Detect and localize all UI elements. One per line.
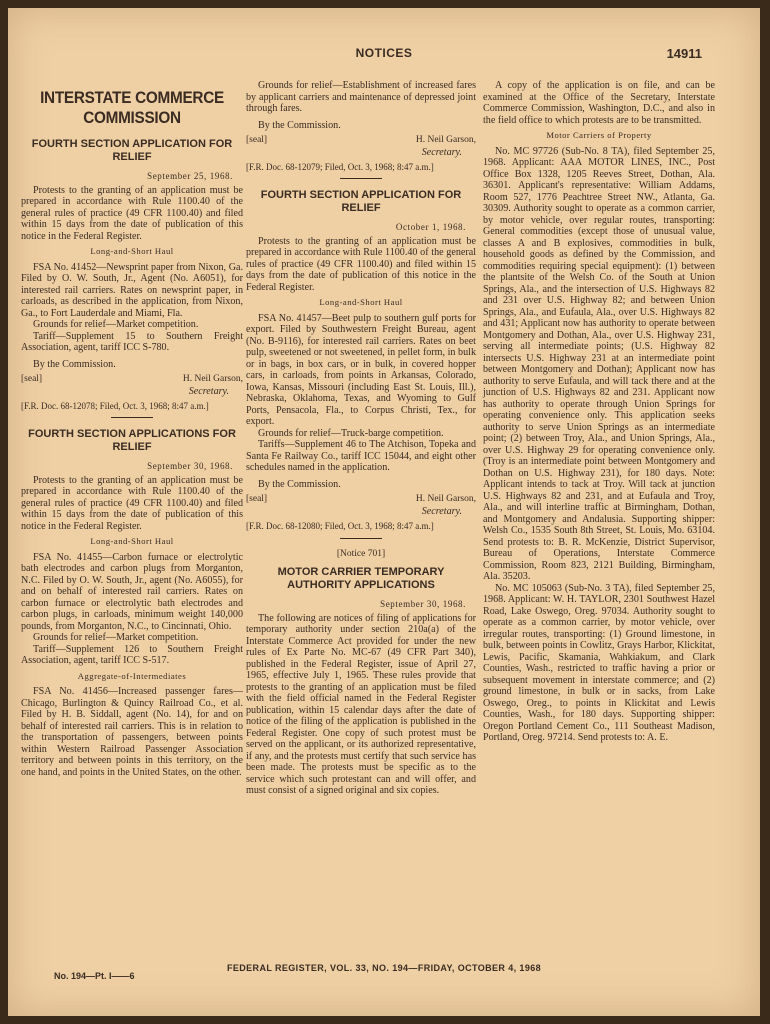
paragraph: FSA No. 41457—Beet pulp to southern gulf ports for export. Filed by Southwestern Freight Bureau, agent (No. B-9116), for interested rail carriers. Rates on beet pulp, sweetened or not sweetened, in pellet form, in bulk or in bags, in box cars, or in bulk, in covered hopper cars, in carloads, from points in Arkansas, Colorado, Iowa, Kansas, Missouri (including East St. Louis, Ill.), Nebraska, Oklahoma, Texas, and Wyoming to Gulf Ports, Pensacola, Fla., to Corpus Christi, Tex., for export. [246, 312, 476, 428]
divider [340, 538, 382, 539]
notice-date: September 30, 1968. [380, 599, 466, 610]
subheading: Aggregate-of-Intermediates [77, 670, 187, 681]
paragraph: Grounds for relief—Establishment of increased fares by applicant carriers and maintenance of depressed joint through fares. [246, 80, 476, 114]
paragraph: No. MC 97726 (Sub-No. 8 TA), filed September 25, 1968. Applicant: AAA MOTOR LINES, INC., Post Office Box 1328, 1205 Reeves Street, Dothan, Ala. 36301. Applicant's representative: William Addams, Room 527, 1776 Peachtree Street NW., Atlanta, Ga. 30309. Authority sought to operate as a common carrier, by motor vehicle, over regular routes, transporting: General commodities (except those of unusual value, classes A and B explosives, commodities in bulk, household goods as defined by the Commission, and commodities requiring special equipment): (1) between the plantsite of the Welsh Co. of the South at Union Springs, Ala., and the intersection of U.S. Highways 82 and 231 over U.S. Highway 82; and between Union Springs, Ala., and Eufaula, Ala., over U.S. Highways 82 and 431; Applicant now has authority to operate between Montgomery and Dothan, Ala., over U.S. Highway 231, serving all intermediate points; (U.S. Highway 82 intersects U.S. Highway 231 at an intermediate point between Montgomery and Dothan); Applicant now has authority to serve Eufaula, and will tack there and at the junction of U.S. Highways 82 and 231. Applicant now has authority to operate through Union Springs for operating convenience only. This application seeks authority to serve Union Springs as an intermediate point; (2) between Troy, Ala., and Union Springs, Ala., over U.S. Highway 29 for operating convenience only. (Troy is an intermediate point between Montgomery and Dothan on U.S. Highway 231), for 180 days. Note: Applicant intends to tack at Troy. Will tack at junction U.S. Highways 82 and 231, and at Eufaula and Troy, Ala., and will interline traffic at Birmingham, Dothan, and Montgomery and Andalusia. Supporting shipper: Welsh Co., 1535 South 8th Street, St. Louis, Mo. 63104. Send protests to: B. R. McKenzie, District Supervisor, Bureau of Operations, Interstate Commerce Commission, Room 823, 2121 Building, Birmingham, Ala. 35203. [483, 145, 715, 582]
seal-mark: [seal] [21, 374, 43, 384]
paragraph: Tariff—Supplement 126 to Southern Freight Association, agent, tariff ICC S-517. [21, 643, 243, 667]
paragraph: Grounds for relief—Market competition. [33, 632, 199, 644]
paragraph: Tariff—Supplement 15 to Southern Freight Association, agent, tariff ICC S-780. [21, 330, 243, 353]
paragraph: Tariffs—Supplement 46 to The Atchison, Topeka and Santa Fe Railway Co., tariff ICC 15044, and eight other schedules named in the application. [246, 439, 476, 474]
paragraph: FSA No. 41455—Carbon furnace or electrolytic bath electrodes and carbon plugs from Morganton, N.C. Filed by O. W. South, Jr., agent (No. A6055), for and on behalf of interested rail carriers. Rates on carbon furnace or electrolytic bath electrodes and carbon plugs, in carloads, minimum weight 140,000 pounds, from Morganton, N.C., to Cincinnati, Ohio. [21, 551, 243, 632]
page-number: 14911 [666, 46, 702, 61]
fr-doc-citation: [F.R. Doc. 68-12079; Filed, Oct. 3, 1968; 8:47 a.m.] [246, 162, 434, 172]
paragraph: Protests to the granting of an application must be prepared in accordance with Rule 1100.40 of the general rules of practice (49 CFR 1100.40) and filed within 15 days from the date of publication of this notice in the Federal Register. [21, 474, 243, 532]
signer-name: H. Neil Garson, [182, 374, 243, 384]
section-heading: FOURTH SECTION APPLICATION FOR RELIEF [260, 189, 462, 214]
seal-mark: [seal] [246, 494, 268, 505]
fr-doc-citation: [F.R. Doc. 68-12080; Filed, Oct. 3, 1968; 8:47 a.m.] [246, 521, 434, 532]
notice-date: September 30, 1968. [147, 461, 233, 472]
column-3 [483, 80, 715, 744]
signer-title: Secretary. [421, 505, 462, 517]
divider [111, 417, 153, 418]
paragraph: No. MC 105063 (Sub-No. 3 TA), filed September 25, 1968. Applicant: W. H. TAYLOR, 2301 Southwest Hazel Road, Lake Oswego, Oreg. 97034. Authority sought to operate as a common carrier, by motor vehicle, over irregular routes, transporting: (1) Ground limestone, in bulk, between points in Cowlitz, Grays Harbor, Klickitat, Lewis, Pacific, Skamania, Wahkiakum, and Clark Counties, Wash., restricted to traffic having a prior or subsequent movement in interstate commerce; and (2) ground limestone, in bulk or in sacks, from Lake Oswego, Oreg., to points in Klickitat and Lewis Counties, Wash., for 180 days. Supporting shipper: Oregon Portland Cement Co., 111 Southeast Madison, Portland, Oreg. 97214. Send protests to: A. E. [483, 582, 715, 743]
notice-date: October 1, 1968. [395, 222, 466, 233]
fr-doc-citation: [F.R. Doc. 68-12078; Filed, Oct. 3, 1968; 8:47 a.m.] [21, 401, 209, 411]
paragraph: Grounds for relief—Market competition. [33, 319, 199, 330]
section-heading: FOURTH SECTION APPLICATION FOR RELIEF [31, 138, 233, 163]
paragraph: Protests to the granting of an application must be prepared in accordance with Rule 1100.40 of the general rules of practice (49 CFR 1100.40) and filed within 15 days from the date of publication of this notice in the Federal Register. [21, 184, 243, 242]
notice-date: September 25, 1968. [147, 171, 233, 181]
section-label: NOTICES [355, 46, 413, 60]
subheading: Long-and-Short Haul [90, 536, 174, 547]
signature-line [246, 494, 476, 506]
paragraph: FSA No. 41452—Newsprint paper from Nixon, Ga. Filed by O. W. South, Jr., Agent (No. A6051), for interested rail carriers. Rates on newsprint paper, in carloads, as described in the application, from Nixon, Ga., to Fort Lauderdale and Miami, Fla. [21, 261, 243, 319]
running-header [8, 46, 760, 66]
document-page [8, 8, 760, 1016]
section-heading: MOTOR CARRIER TEMPORARY AUTHORITY APPLICATIONS [277, 566, 445, 591]
subheading: Long-and-Short Haul [319, 297, 403, 308]
page-footer: FEDERAL REGISTER, VOL. 33, NO. 194—FRIDAY, OCTOBER 4, 1968 [226, 963, 542, 973]
signature-line [21, 374, 243, 386]
column-2 [246, 80, 476, 797]
paragraph: By the Commission. [258, 478, 341, 490]
agency-title: INTERSTATE COMMERCE COMMISSION [40, 88, 224, 127]
paragraph: Grounds for relief—Truck-barge competition. [258, 427, 444, 439]
signer-title: Secretary. [421, 146, 462, 158]
signature-line [246, 135, 476, 147]
section-heading: FOURTH SECTION APPLICATIONS FOR RELIEF [28, 428, 236, 453]
signer-title: Secretary. [188, 385, 229, 397]
paragraph: FSA No. 41456—Increased passenger fares—Chicago, Burlington & Quincy Railroad Co., et al. Filed by H. B. Siddall, agent (No. 14), for and on behalf of interested rail carriers. This is in relation to the transportation of passengers, between points within Western Railroad Passenger Association territory and between points in this territory, on the one hand, and points in the United States, on the other. [21, 686, 243, 778]
subheading: Motor Carriers of Property [546, 130, 652, 140]
paragraph: Protests to the granting of an application must be prepared in accordance with Rule 1100.40 of the general rules of practice (49 CFR 1100.40) and filed within 15 days from the date of publication of this notice in the Federal Register. [246, 235, 476, 293]
paragraph: By the Commission. [33, 358, 116, 370]
column-1 [21, 80, 243, 778]
signer-name: H. Neil Garson, [415, 494, 476, 505]
issue-part-label: No. 194—Pt. I——6 [54, 971, 135, 981]
notice-number: [Notice 701] [336, 548, 386, 559]
paragraph: A copy of the application is on file, and can be examined at the Office of the Secretary, Interstate Commerce Commission, Washington, D.C., and also in the field office to which protests are to be transmitted. [483, 80, 715, 126]
divider [340, 178, 382, 179]
seal-mark: [seal] [246, 135, 268, 145]
paragraph: The following are notices of filing of applications for temporary authority under section 210a(a) of the Interstate Commerce Act provided for under the new rules of Ex Parte No. MC-67 (49 CFR Part 340), published in the Federal Register, issue of April 27, 1965, effective July 1, 1965. These rules provide that protests to the granting of an application must be filed with the field official named in the Federal Register publication, within 15 calendar days after the date of notice of the filing of the application is published in the Federal Register. One copy of such protest must be served on the applicant, or its authorized representative, if any, and the protests must certify that such service has been made. The protests must be specific as to the service which such protestant can and will offer, and must consist of a signed original and six copies. [246, 612, 476, 797]
signer-name: H. Neil Garson, [415, 135, 476, 145]
subheading: Long-and-Short Haul [90, 246, 174, 256]
paragraph: By the Commission. [258, 119, 341, 131]
